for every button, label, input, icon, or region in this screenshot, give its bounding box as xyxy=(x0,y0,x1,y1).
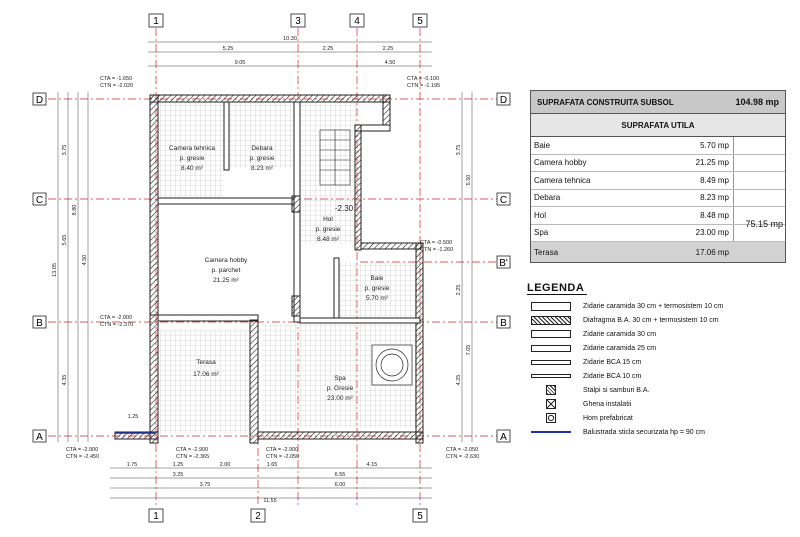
dim-left-e: 13.05 xyxy=(52,263,58,277)
axis-right-b: B xyxy=(500,318,507,329)
room-hobby-floor: p. parchet xyxy=(211,267,241,274)
axis-left-a: A xyxy=(36,432,43,443)
area-summary-table xyxy=(530,90,786,263)
axis-right-c: C xyxy=(499,195,508,206)
hatched-wall-swatch xyxy=(531,316,571,325)
room-baie-name: Baie xyxy=(370,275,384,282)
table-row xyxy=(531,137,785,155)
wall-15-swatch xyxy=(531,360,571,365)
room-debara-name: Debara xyxy=(251,145,273,152)
chimney-icon xyxy=(546,413,556,423)
ctn-0: CTN = -2.020 xyxy=(100,83,134,89)
legend-label: Balustrada sticla securizata hp = 90 cm xyxy=(583,428,705,436)
row-area: 8.23 mp xyxy=(644,190,734,207)
cta-2: CTA = -0.500 xyxy=(420,240,453,246)
level-mark: -2.30 xyxy=(334,204,354,213)
dim-bot-c: 2.00 xyxy=(219,462,231,468)
room-hobby-area: 21.25 m² xyxy=(213,277,239,284)
room-baie-floor: p. gresie xyxy=(364,285,390,292)
summary-total: 75.15 mp xyxy=(745,219,783,229)
axis-left-c: C xyxy=(35,195,44,206)
cta-7: CTA = -2.050 xyxy=(446,447,479,453)
wall-10-swatch xyxy=(531,374,571,378)
dim-right-c: 2.25 xyxy=(456,284,462,296)
room-debara-floor: p. gresie xyxy=(249,155,275,162)
ctn-7: CTN = -2.630 xyxy=(446,454,480,460)
row-area: 8.48 mp xyxy=(644,207,734,224)
axis-top-1: 1 xyxy=(153,16,159,27)
grid-bubbles xyxy=(33,14,510,522)
row-name: Hol xyxy=(534,210,547,220)
spa-pool-icon xyxy=(372,345,412,385)
ctn-3: CTN = -2.370 xyxy=(100,322,134,328)
dim-left-g: 1.25 xyxy=(127,414,139,420)
row-name: Debara xyxy=(534,193,561,203)
legend-item xyxy=(527,383,797,397)
dim-bot-i: 6.00 xyxy=(334,482,346,488)
dim-right-d: 7.05 xyxy=(466,344,472,356)
dim-top-total: 10.30 xyxy=(283,36,297,42)
summary-title-value: 104.98 mp xyxy=(735,97,779,107)
dim-bot-e: 4.15 xyxy=(366,462,378,468)
dim-bot-b: 1.25 xyxy=(172,462,184,468)
legend-item xyxy=(527,313,797,327)
table-row xyxy=(531,190,785,208)
dim-left-f: 4.35 xyxy=(62,374,68,386)
dim-top-b: 2.25 xyxy=(322,46,334,52)
dim-left-c: 5.65 xyxy=(62,234,68,246)
table-row xyxy=(531,172,785,190)
row-name: Spa xyxy=(534,228,549,238)
hatched-square-icon xyxy=(546,385,556,395)
dim-bot-g: 6.55 xyxy=(334,472,346,478)
legend-item xyxy=(527,397,797,411)
axis-right-b2: B' xyxy=(499,258,508,269)
legend-label: Zidarie caramida 30 cm xyxy=(583,330,657,338)
summary-rows xyxy=(531,137,785,242)
wall-30-swatch xyxy=(531,330,571,338)
room-debara-area: 8.23 m² xyxy=(250,165,274,172)
ctn-6: CTN = -2.050 xyxy=(266,454,300,460)
legend-item xyxy=(527,341,797,355)
axis-left-b: B xyxy=(36,318,43,329)
dim-top-d: 9.05 xyxy=(234,60,246,66)
room-hol-name: Hol xyxy=(323,216,333,223)
room-terasa-name: Terasa xyxy=(196,359,216,366)
cta-1: CTA = -0.100 xyxy=(407,76,440,82)
room-tehnica-floor: p. gresie xyxy=(179,155,205,162)
cta-5: CTA = -2.900 xyxy=(176,447,209,453)
axis-right-d: D xyxy=(499,95,508,106)
legend-item xyxy=(527,369,797,383)
legend-label: Ghena instalatii xyxy=(583,400,632,408)
summary-title: SUPRAFATA CONSTRUITA SUBSOL xyxy=(537,97,674,107)
legend-item xyxy=(527,327,797,341)
wall-25-swatch xyxy=(531,345,571,352)
dim-right-a: 3.75 xyxy=(456,144,462,156)
room-terasa-area: 17.06 m² xyxy=(193,371,219,378)
ctn-2: CTN = -1.260 xyxy=(420,247,454,253)
cta-0: CTA = -1.650 xyxy=(100,76,133,82)
dim-bot-d: 1.65 xyxy=(266,462,278,468)
legend-label: Zidarie BCA 10 cm xyxy=(583,372,642,380)
summary-header xyxy=(531,91,785,114)
ctn-1: CTN = -1.195 xyxy=(407,83,441,89)
legend-item xyxy=(527,299,797,313)
dim-left-b: 8.80 xyxy=(72,204,78,216)
axis-bottom-2: 2 xyxy=(255,511,261,522)
room-hobby-name: Camera hobby xyxy=(204,257,248,264)
ctn-4: CTN = -2.450 xyxy=(66,454,100,460)
shaft-icon xyxy=(546,399,556,409)
cta-4: CTA = -2.900 xyxy=(66,447,99,453)
ctn-5: CTN = -2.365 xyxy=(176,454,210,460)
axis-top-5: 5 xyxy=(417,16,423,27)
terasa-area: 17.06 mp xyxy=(695,247,729,257)
axis-top-4: 4 xyxy=(354,16,360,27)
legend-label: Zidarie caramida 30 cm + termosistem 10 cm xyxy=(583,302,724,310)
cta-3: CTA = -2.000 xyxy=(100,315,133,321)
row-area: 21.25 mp xyxy=(644,155,734,172)
axis-bottom-1: 1 xyxy=(153,511,159,522)
terasa-row xyxy=(531,242,785,262)
terasa-name: Terasa xyxy=(534,247,559,257)
room-tehnica-name: Camera tehnica xyxy=(169,145,215,152)
room-hol-area: 8.48 m² xyxy=(316,236,340,243)
table-row xyxy=(531,155,785,173)
axis-top-3: 3 xyxy=(295,16,301,27)
legend-label: Zidarie BCA 15 cm xyxy=(583,358,642,366)
row-name: Camera hobby xyxy=(534,158,587,168)
room-spa-name: Spa xyxy=(334,375,346,382)
dim-bot-total: 11.55 xyxy=(263,498,277,504)
row-area: 8.49 mp xyxy=(644,172,734,189)
row-name: Camera tehnica xyxy=(534,175,591,185)
dim-left-a: 3.75 xyxy=(62,144,68,156)
legend-label: Zidarie caramida 25 cm xyxy=(583,344,657,352)
axis-right-a: A xyxy=(500,432,507,443)
summary-subtitle: SUPRAFATA UTILA xyxy=(531,114,785,137)
row-area: 23.00 mp xyxy=(644,225,734,242)
row-name: Baie xyxy=(534,140,551,150)
legend-label: Hom prefabricat xyxy=(583,414,633,422)
double-wall-swatch xyxy=(531,302,571,311)
row-area: 5.70 mp xyxy=(644,137,734,154)
dim-bot-h: 3.75 xyxy=(199,482,211,488)
legend-item xyxy=(527,425,797,439)
dim-left-d: 4.50 xyxy=(82,254,88,266)
axis-left-d: D xyxy=(35,95,44,106)
room-baie-area: 5.70 m² xyxy=(365,295,389,302)
dim-right-b: 5.50 xyxy=(466,174,472,186)
dim-top-a: 5.25 xyxy=(222,46,234,52)
cta-6: CTA = -2.900 xyxy=(266,447,299,453)
room-tehnica-area: 8.40 m² xyxy=(180,165,204,172)
dim-right-e: 4.25 xyxy=(456,374,462,386)
legend-title: LEGENDA xyxy=(527,282,587,295)
dim-top-e: 4.50 xyxy=(384,60,396,66)
legend xyxy=(527,282,797,439)
legend-item xyxy=(527,411,797,425)
room-spa-area: 23.00 m² xyxy=(327,395,353,402)
dim-bot-a: 1.75 xyxy=(126,462,138,468)
room-hol-floor: p. gresie xyxy=(315,226,341,233)
legend-item xyxy=(527,355,797,369)
dim-bot-f: 3.25 xyxy=(172,472,184,478)
room-spa-floor: p. Gresie xyxy=(326,385,354,392)
axis-bottom-5: 5 xyxy=(417,511,423,522)
blue-line-swatch xyxy=(531,431,571,433)
legend-label: Diafragma B.A. 30 cm + termosistem 10 cm xyxy=(583,316,719,324)
dim-top-c: 2.25 xyxy=(382,46,394,52)
legend-label: Stalpi si samburi B.A. xyxy=(583,386,650,394)
